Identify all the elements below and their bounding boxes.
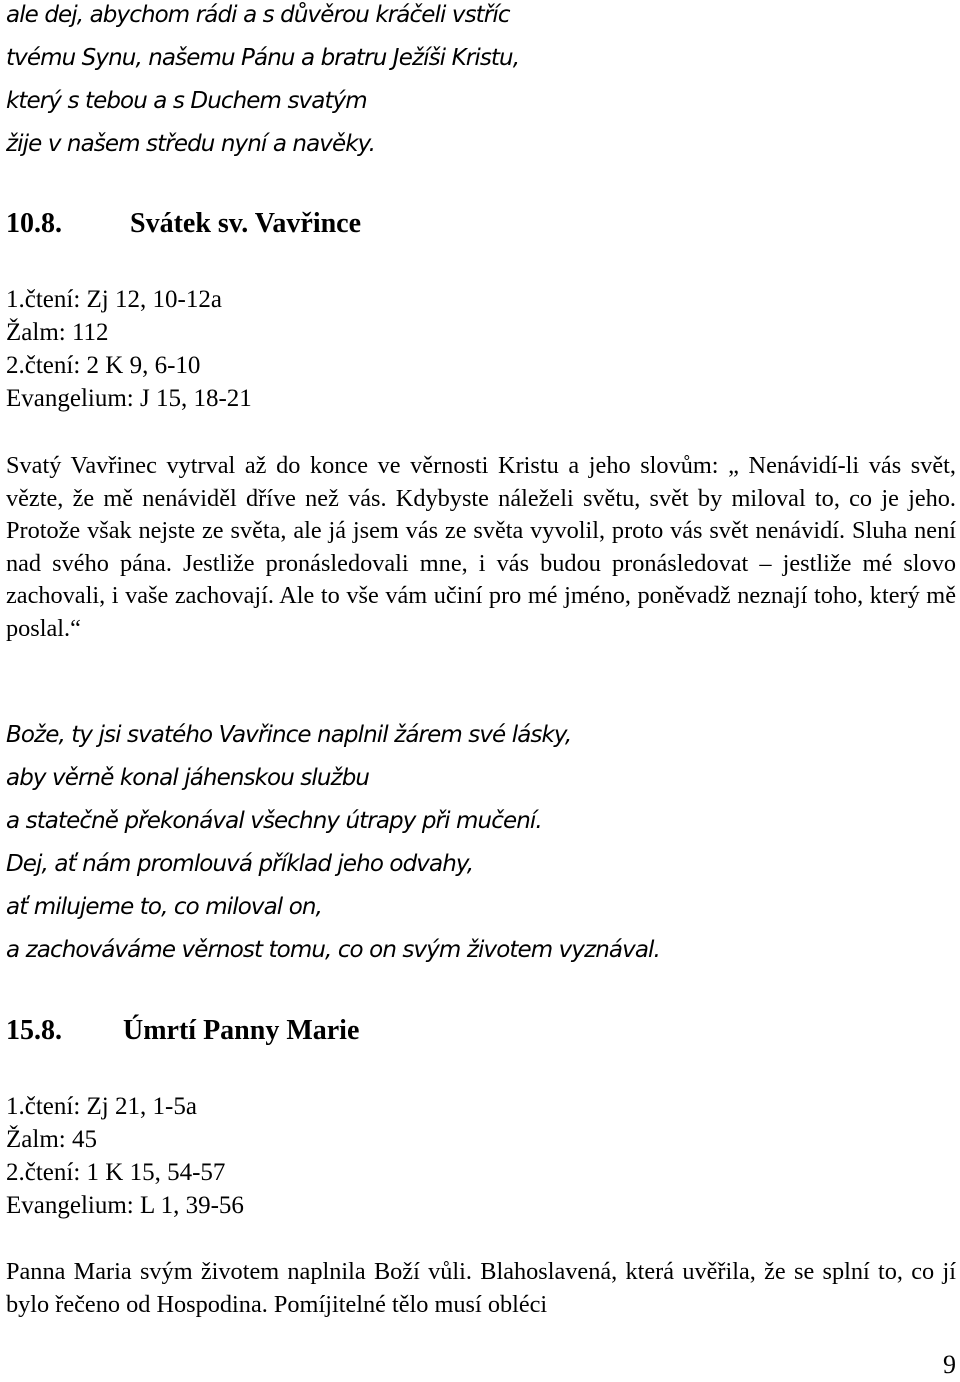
reading-first: 1.čtení: Zj 12, 10-12a: [6, 286, 222, 313]
prayer-line: Bože, ty jsi svatého Vavřince naplnil žárem své lásky,: [6, 722, 572, 748]
section-heading-vavrinec: [6, 208, 361, 240]
reading-second: 2.čtení: 2 K 9, 6-10: [6, 352, 201, 379]
prayer-line: tvému Synu, našemu Pánu a bratru Ježíši Kristu,: [6, 45, 520, 71]
prayer-line: aby věrně konal jáhenskou službu: [6, 765, 370, 791]
prayer-line: ať milujeme to, co miloval on,: [6, 894, 322, 920]
page-number: 9: [943, 1350, 956, 1379]
prayer-line: Dej, ať nám promlouvá příklad jeho odvahy,: [6, 851, 474, 877]
reading-psalm: Žalm: 45: [6, 1126, 97, 1153]
readings-list: [6, 283, 252, 415]
section-heading-marie: [6, 1015, 359, 1047]
feast-title: Svátek sv. Vavřince: [130, 208, 362, 239]
feast-prayer: [0, 714, 660, 972]
prayer-line: který s tebou a s Duchem svatým: [6, 88, 367, 114]
prayer-line: ale dej, abychom rádi a s důvěrou kráčeli vstříc: [6, 2, 510, 28]
closing-prayer: [0, 0, 519, 166]
readings-list: [6, 1090, 244, 1222]
feast-date: 15.8.: [6, 1015, 62, 1046]
reading-first: 1.čtení: Zj 21, 1-5a: [6, 1093, 197, 1120]
feast-description: Panna Maria svým životem naplnila Boží vůli. Blahoslavená, která uvěřila, že se splní to, co jí bylo řečeno od Hospodina. Pomíjitelné tělo musí obléci: [6, 1258, 956, 1318]
prayer-line: žije v našem středu nyní a navěky.: [6, 131, 376, 157]
prayer-line: a zachováváme věrnost tomu, co on svým životem vyznával.: [6, 937, 660, 963]
reading-psalm: Žalm: 112: [6, 319, 109, 346]
prayer-line: a statečně překonával všechny útrapy při mučení.: [6, 808, 542, 834]
reading-second: 2.čtení: 1 K 15, 54-57: [6, 1159, 226, 1186]
feast-title: Úmrtí Panny Marie: [123, 1015, 360, 1046]
reading-gospel: Evangelium: L 1, 39-56: [6, 1192, 244, 1219]
feast-date: 10.8.: [6, 208, 62, 239]
feast-description: Svatý Vavřinec vytrval až do konce ve věrnosti Kristu a jeho slovům: „ Nenávidí-li vás svět, vězte, že mě nenáviděl dříve než vás. Kdybyste náleželi světu, svět by miloval to, co je jeho. Protože však nejste ze světa, ale já jsem vás ze světa vyvolil, proto vás svět nenávidí. Sluha není nad svého pána. Jestliže pronásledovali mne, i vás budou pronásledovat – jestliže mé slovo zachovali, i vaše zachovají. Ale to vše vám učiní pro mé jméno, poněvadž neznají toho, který mě poslal.“: [6, 452, 956, 642]
reading-gospel: Evangelium: J 15, 18-21: [6, 385, 252, 412]
